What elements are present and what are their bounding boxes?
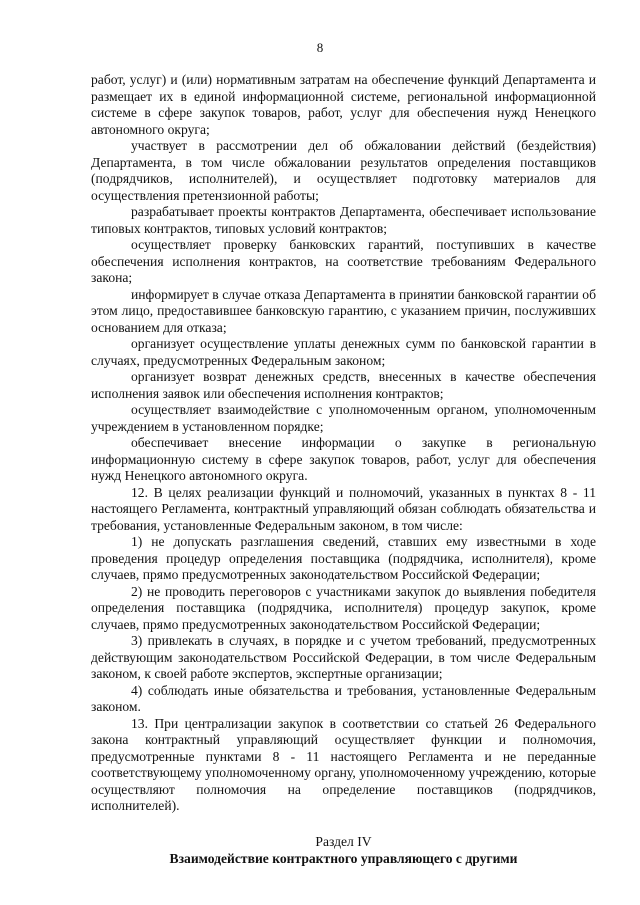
document-body	[91, 72, 596, 867]
paragraph: разрабатывает проекты контрактов Департамента, обеспечивает использование типовых контрактов, типовых условий контрактов;	[91, 204, 596, 236]
paragraph: участвует в рассмотрении дел об обжаловании действий (бездействия) Департамента, в том числе обжаловании результатов определения поставщиков (подрядчиков, исполнителей), и осуществляет подготовку материалов для осуществления претензионной работы;	[91, 138, 596, 203]
paragraph: организует осуществление уплаты денежных сумм по банковской гарантии в случаях, предусмотренных Федеральным законом;	[91, 336, 596, 368]
paragraph: работ, услуг) и (или) нормативным затратам на обеспечение функций Департамента и размещает их в единой информационной системе, региональной информационной системе в сфере закупок товаров, работ, услуг для обеспечения нужд Ненецкого автономного округа;	[91, 72, 596, 137]
paragraph: осуществляет взаимодействие с уполномоченным органом, уполномоченным учреждением в установленном порядке;	[91, 402, 596, 434]
paragraph: 1) не допускать разглашения сведений, ставших ему известными в ходе проведения процедур определения поставщика (подрядчика, исполнителя), кроме случаев, прямо предусмотренных законодательством Российской Федерации;	[91, 534, 596, 582]
paragraph: 3) привлекать в случаях, в порядке и с учетом требований, предусмотренных действующим законодательством Российской Федерации, в том числе Федеральным законом, к своей работе экспертов, экспертные организации;	[91, 633, 596, 681]
section-title: Взаимодействие контрактного управляющего с другими	[169, 850, 518, 866]
paragraph: организует возврат денежных средств, внесенных в качестве обеспечения исполнения заявок или обеспечения исполнения контрактов;	[91, 369, 596, 401]
paragraph: 13. При централизации закупок в соответствии со статьей 26 Федерального закона контрактный управляющий осуществляет функции и полномочия, предусмотренные пунктами 8 - 11 настоящего Регламента и не переданные соответствующему уполномоченному органу, уполномоченному учреждению, которые осуществляют полномочия на определение поставщиков (подрядчиков, исполнителей).	[91, 715, 596, 813]
page-number: 8	[316, 40, 324, 55]
paragraph: 12. В целях реализации функций и полномочий, указанных в пунктах 8 - 11 настоящего Регламента, контрактный управляющий обязан соблюдать обязательства и требования, установленные Федеральным законом, в том числе:	[91, 484, 596, 533]
paragraph: 4) соблюдать иные обязательства и требования, установленные Федеральным законом.	[91, 682, 596, 714]
paragraph: 2) не проводить переговоров с участниками закупок до выявления победителя определения поставщика (подрядчика, исполнителя) процедур закупок, кроме случаев, прямо предусмотренных законодательством Российской Федерации;	[91, 583, 596, 632]
paragraph: информирует в случае отказа Департамента в принятии банковской гарантии об этом лицо, предоставившее банковскую гарантию, с указанием причин, послуживших основанием для отказа;	[91, 286, 596, 335]
paragraph: обеспечивает внесение информации о закупке в региональную информационную систему в сфере закупок товаров, работ, услуг для обеспечения нужд Ненецкого автономного округа.	[91, 435, 596, 483]
paragraph: осуществляет проверку банковских гарантий, поступивших в качестве обеспечения исполнения контрактов, на соответствие требованиям Федерального закона;	[91, 237, 596, 285]
section-heading: Раздел IV	[315, 833, 372, 849]
